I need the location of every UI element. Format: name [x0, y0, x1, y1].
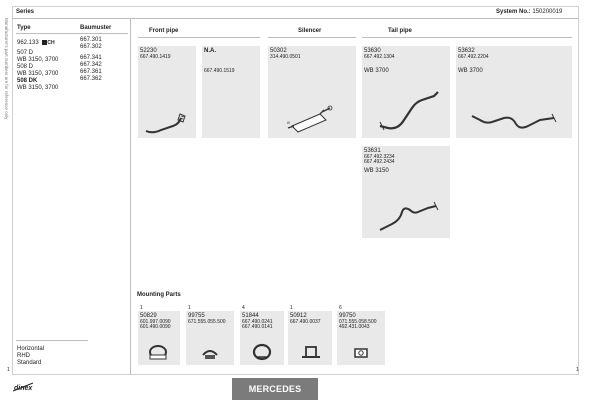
config-notes: Horizontal RHD Standard	[17, 346, 45, 366]
baumuster-codes: 667.301 667.302 667.341 667.342 667.361 667.362	[80, 37, 102, 82]
band-clamp-icon	[250, 343, 274, 361]
mount-card-99750[interactable]: 99750 071.555.058.500 492.431.0043	[337, 311, 385, 365]
tail-pipe-long-drawing-icon	[470, 110, 558, 136]
model-group: 508 D WB 3150, 3700	[17, 64, 59, 77]
mount-card-50912[interactable]: 50912 667.490.0037	[288, 311, 332, 365]
brand-banner: MERCEDES	[232, 378, 318, 400]
tail-pipe-wb3700-drawing-icon	[376, 86, 442, 134]
part-card-52230[interactable]: 52230 667.490.1419	[138, 46, 196, 138]
system-number: System No.: 150200019	[496, 9, 563, 15]
mount-card-51844[interactable]: 51844 667.490.0241 667.490.0141	[240, 311, 284, 365]
bracket-icon	[300, 343, 322, 361]
mount-qty: 1	[290, 305, 293, 311]
silencer-rule	[268, 37, 356, 38]
part-card-53632[interactable]: 53632 667.492.2204 WB 3700	[456, 46, 572, 138]
clamp-icon	[146, 343, 170, 361]
part-card-53631[interactable]: 53631 667.492.3234 667.492.2434 WB 3150	[362, 146, 450, 238]
page-mark-left: 1	[7, 367, 10, 373]
mount-qty: 4	[242, 305, 245, 311]
mount-card-99755[interactable]: 99755 671.555.055.500	[186, 311, 234, 365]
svg-text:Ø: Ø	[287, 121, 290, 125]
front-pipe-drawing-icon	[143, 112, 191, 136]
dinex-logo-icon	[12, 381, 34, 393]
model-group: 507 D WB 3150, 3700	[17, 50, 59, 63]
page-mark-right: 1	[576, 367, 579, 373]
nut-icon	[351, 345, 371, 361]
tail-pipe-wb3150-drawing-icon	[378, 200, 440, 236]
part-card-53630[interactable]: 53630 667.492.1304 WB 3700	[362, 46, 450, 138]
mount-qty: 1	[188, 305, 191, 311]
type-label: Type	[17, 25, 31, 31]
rubber-mount-icon	[200, 345, 220, 361]
svg-text:dinex: dinex	[14, 385, 33, 392]
mount-card-50829[interactable]: 50829 601.997.0090 601.490.0090	[138, 311, 180, 365]
section-tail-pipe: Tail pipe	[388, 28, 412, 34]
type-number: 962.133 CH	[17, 40, 55, 47]
model-group: 508 DK WB 3150, 3700	[17, 78, 59, 91]
mount-qty: 1	[140, 305, 143, 311]
section-front-pipe: Front pipe	[149, 28, 179, 34]
section-silencer: Silencer	[298, 28, 322, 34]
model-list	[17, 50, 58, 92]
series-label: Series	[16, 9, 35, 15]
tail-pipe-rule	[362, 37, 572, 38]
baumuster-label: Baumuster	[80, 25, 112, 31]
side-disclaimer	[2, 18, 10, 378]
column-divider	[130, 18, 131, 375]
part-card-na[interactable]: N.A. 667.490.1519	[202, 46, 260, 138]
silencer-drawing-icon	[286, 100, 340, 134]
part-card-50302[interactable]: 50302 314.490.0501 Ø	[268, 46, 356, 138]
left-divider	[16, 33, 128, 34]
section-mounting-parts: Mounting Parts	[137, 292, 181, 298]
header-divider	[12, 18, 579, 19]
side-disclaimer-text: Manufacturer's part numbers are for reference only	[4, 18, 9, 120]
dinex-logo	[12, 380, 34, 392]
notes-divider	[16, 340, 88, 341]
mount-qty: 6	[339, 305, 342, 311]
front-pipe-rule	[138, 37, 260, 38]
